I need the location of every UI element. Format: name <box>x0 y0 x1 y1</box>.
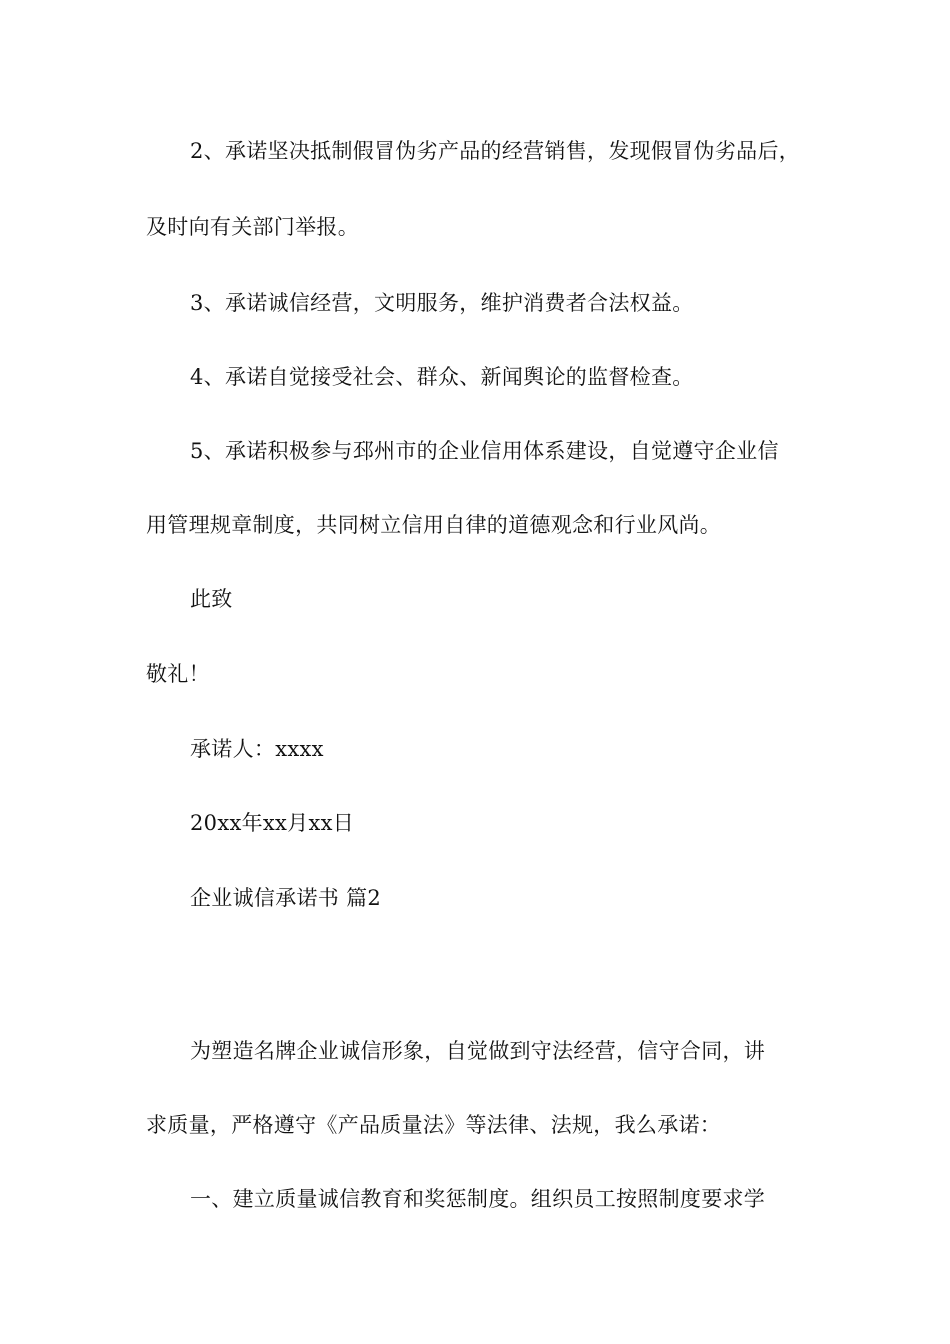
signatory-line: 承诺人：xxxx <box>190 737 324 761</box>
paragraph-line-3: 3、承诺诚信经营，文明服务，维护消费者合法权益。 <box>190 291 694 315</box>
paragraph-line-2: 及时向有关部门举报。 <box>146 215 359 239</box>
paragraph-line-5: 5、承诺积极参与邳州市的企业信用体系建设，自觉遵守企业信 <box>190 439 779 463</box>
section-heading: 企业诚信承诺书 篇2 <box>190 886 382 910</box>
closing-regards: 敬礼！ <box>146 662 210 686</box>
date-line: 20xx年xx月xx日 <box>190 811 355 835</box>
paragraph-line-9: 一、建立质量诚信教育和奖惩制度。组织员工按照制度要求学 <box>190 1187 766 1211</box>
paragraph-line-6: 用管理规章制度，共同树立信用自律的道德观念和行业风尚。 <box>146 513 722 537</box>
paragraph-line-8: 求质量，严格遵守《产品质量法》等法律、法规，我么承诺： <box>146 1113 722 1137</box>
closing-salutation: 此致 <box>190 587 233 611</box>
paragraph-line-4: 4、承诺自觉接受社会、群众、新闻舆论的监督检查。 <box>190 365 694 389</box>
paragraph-line-1: 2、承诺坚决抵制假冒伪劣产品的经营销售，发现假冒伪劣品后， <box>190 139 801 163</box>
paragraph-line-7: 为塑造名牌企业诚信形象，自觉做到守法经营，信守合同，讲 <box>190 1039 766 1063</box>
